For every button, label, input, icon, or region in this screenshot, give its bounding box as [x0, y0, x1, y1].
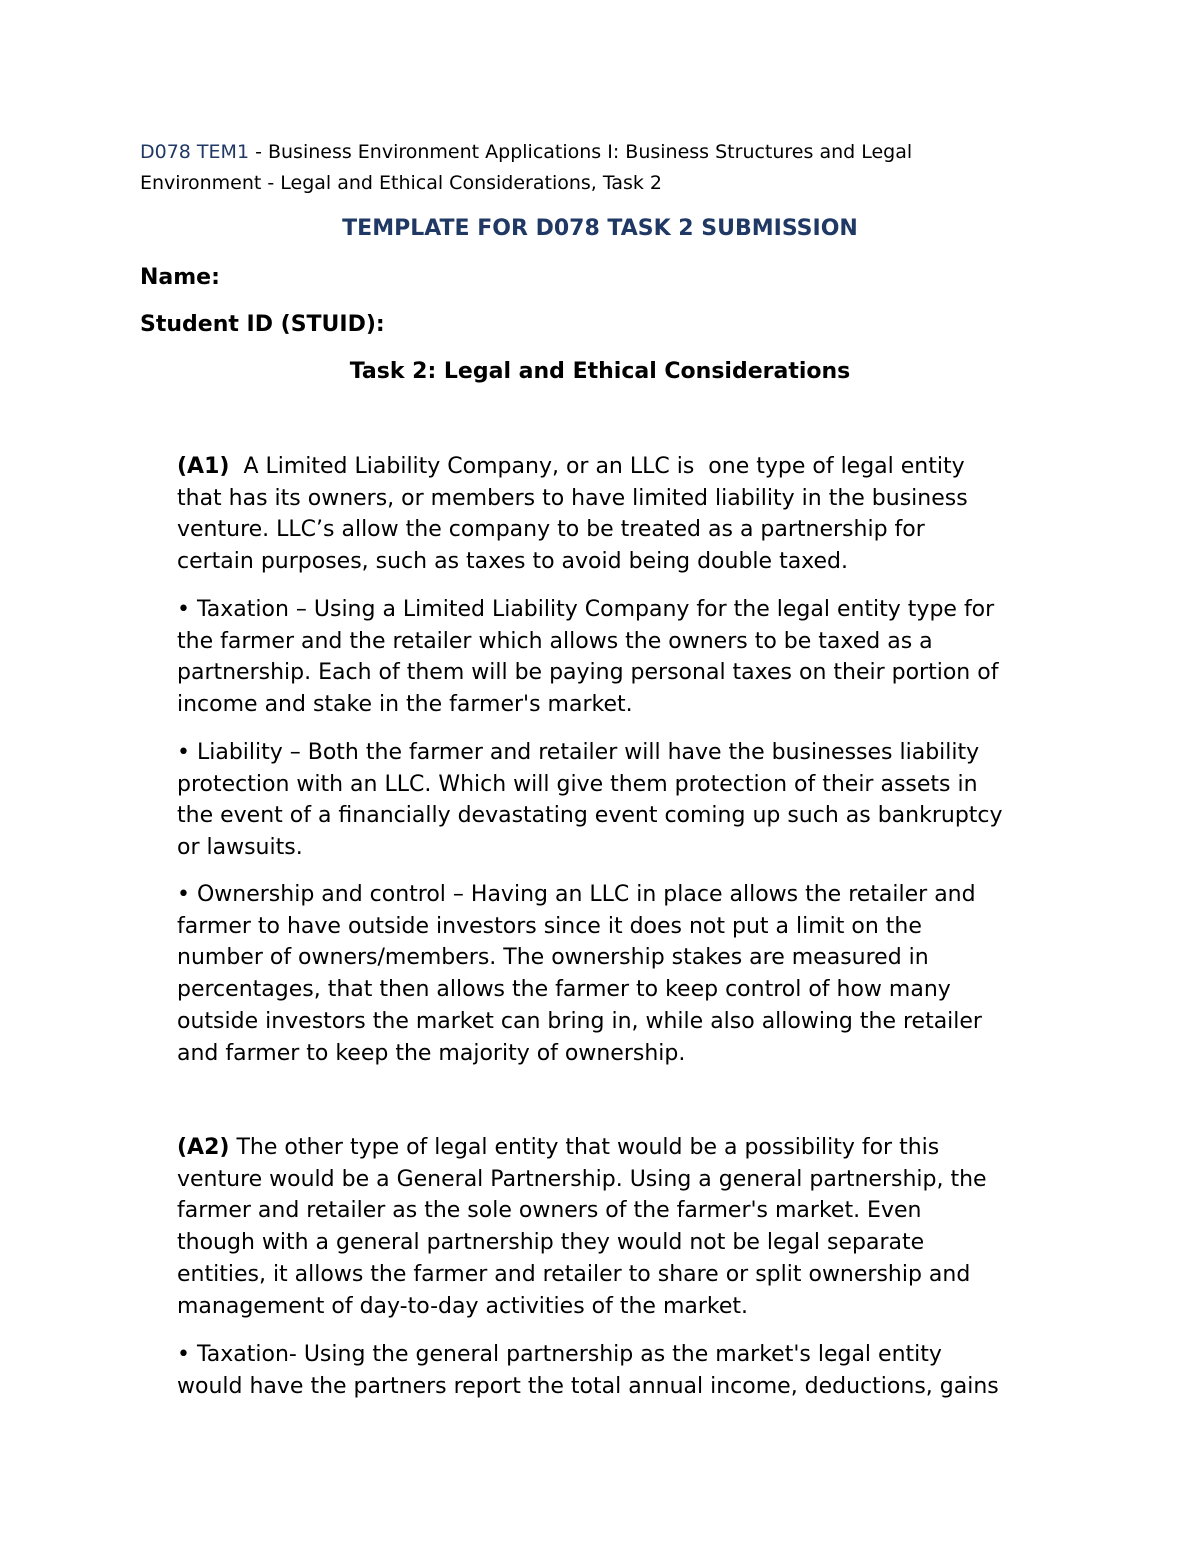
a2-paragraph [177, 1132, 1077, 1322]
a1-paragraph [177, 451, 1077, 578]
document-title: TEMPLATE FOR D078 TASK 2 SUBMISSION [342, 216, 858, 241]
task-heading: Task 2: Legal and Ethical Considerations [349, 359, 851, 384]
paragraph-line [177, 1132, 1077, 1164]
paragraph-line: that has its owners, or members to have limited liability in the business [177, 485, 968, 511]
bullet-line: and farmer to keep the majority of ownership. [177, 1040, 686, 1066]
bullet-line: the event of a financially devastating event coming up such as bankruptcy [177, 803, 1003, 829]
bullet-line: would have the partners report the total annual income, deductions, gains [177, 1373, 999, 1399]
a1-line-text: A Limited Liability Company, or an LLC is one type of legal entity [229, 454, 965, 479]
a1-tag: (A1) [177, 454, 230, 479]
bullet-line: • Liability – Both the farmer and retailer will have the businesses liability [177, 740, 980, 765]
a1-bullet-liability [177, 737, 1077, 864]
course-header-line-1 [140, 137, 1080, 168]
bullet-line: number of owners/members. The ownership stakes are measured in [177, 945, 929, 971]
paragraph-line [177, 451, 1077, 483]
paragraph-line: entities, it allows the farmer and retailer to share or split ownership and [177, 1261, 971, 1287]
course-code: D078 TEM1 [140, 141, 250, 163]
paragraph-line: farmer and retailer as the sole owners of the farmer's market. Even [177, 1198, 922, 1224]
paragraph-line: venture would be a General Partnership. Using a general partnership, the [177, 1166, 987, 1192]
a1-bullet-taxation [177, 594, 1077, 721]
a1-bullet-ownership [177, 879, 1077, 1069]
bullet-line: outside investors the market can bring in, while also allowing the retailer [177, 1008, 982, 1034]
bullet-line: or lawsuits. [177, 835, 303, 861]
bullet-line: • Taxation- Using the general partnership as the market's legal entity [177, 1342, 942, 1367]
name-label: Name: [140, 265, 220, 290]
bullet-line: percentages, that then allows the farmer to keep control of how many [177, 977, 951, 1003]
a2-line-text: The other type of legal entity that would be a possibility for this [229, 1135, 940, 1160]
bullet-line: • Taxation – Using a Limited Liability Company for the legal entity type for [177, 597, 995, 622]
course-header-line-2: Environment - Legal and Ethical Considerations, Task 2 [140, 172, 663, 194]
course-header-text: - Business Environment Applications I: Business Structures and Legal [249, 141, 913, 163]
a2-bullet-taxation [177, 1339, 1077, 1402]
paragraph-line: management of day-to-day activities of the market. [177, 1293, 749, 1319]
student-id-label: Student ID (STUID): [140, 312, 385, 337]
bullet-line: • Ownership and control – Having an LLC in place allows the retailer and [177, 882, 976, 907]
bullet-line: income and stake in the farmer's market. [177, 692, 633, 718]
paragraph-line: venture. LLC’s allow the company to be treated as a partnership for [177, 517, 925, 543]
a2-tag: (A2) [177, 1135, 230, 1160]
bullet-line: the farmer and the retailer which allows the owners to be taxed as a [177, 628, 933, 654]
bullet-line: farmer to have outside investors since it does not put a limit on the [177, 913, 922, 939]
paragraph-line: though with a general partnership they would not be legal separate [177, 1230, 925, 1256]
bullet-line: partnership. Each of them will be paying personal taxes on their portion of [177, 660, 999, 686]
paragraph-line: certain purposes, such as taxes to avoid being double taxed. [177, 549, 849, 575]
bullet-line: protection with an LLC. Which will give them protection of their assets in [177, 771, 978, 797]
